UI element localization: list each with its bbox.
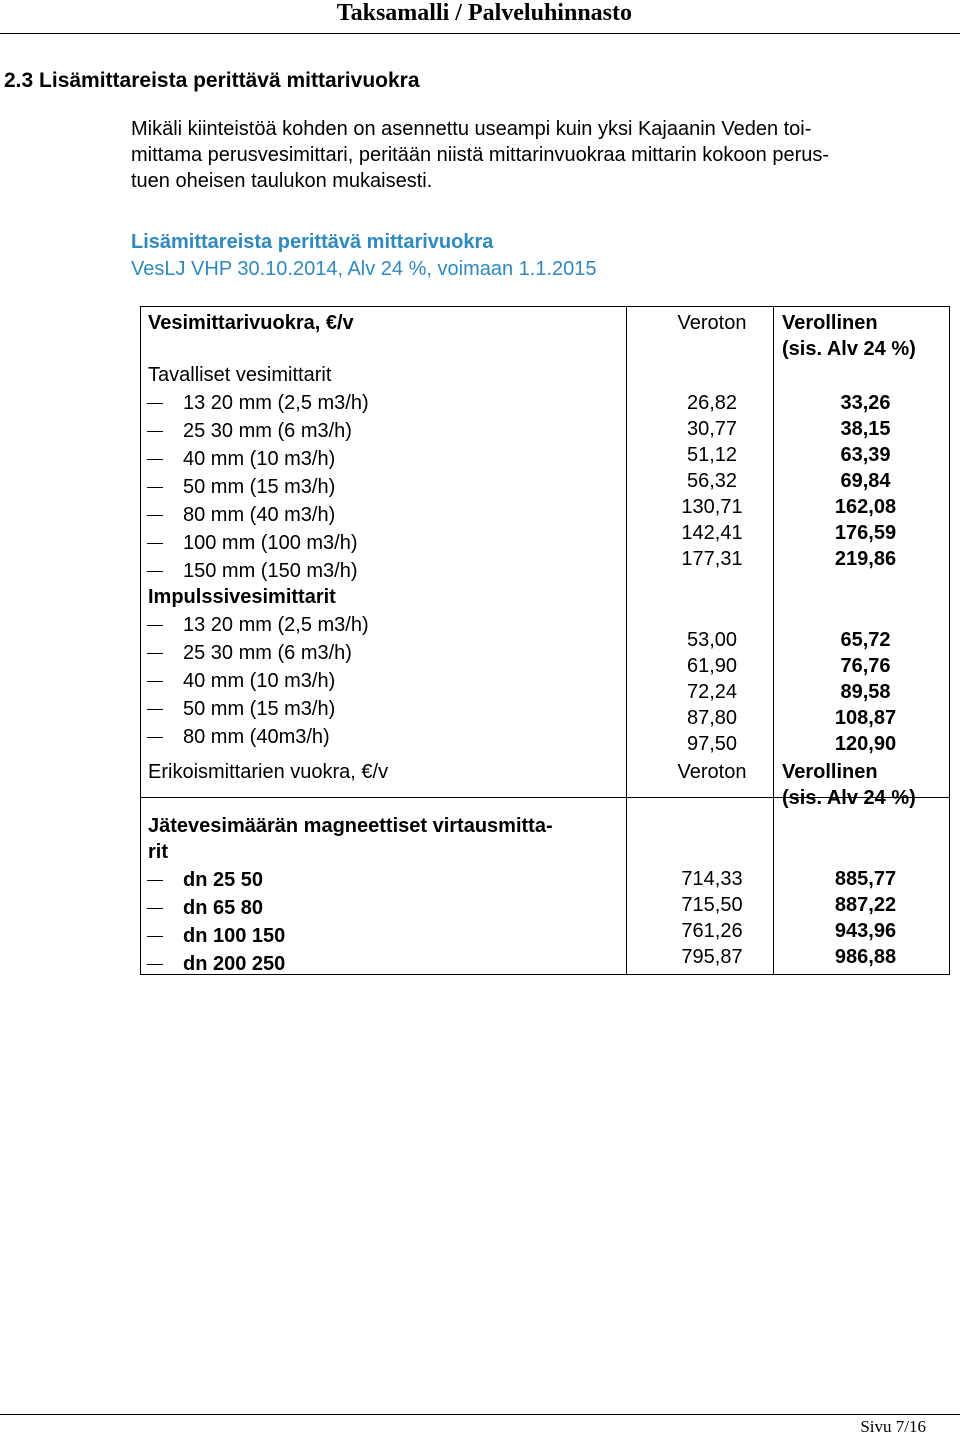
intro-line: Mikäli kiinteistöä kohden on asennettu useampi kuin yksi Kajaanin Veden toi-: [131, 118, 812, 140]
gross-price: 89,58: [840, 681, 891, 703]
row-label: 80 mm (40 m3/h): [183, 504, 336, 526]
gross-price: 885,77: [834, 868, 897, 890]
row-label: dn 25 50: [183, 869, 264, 891]
col-header-gross: Verollinen: [782, 761, 878, 783]
intro-line: mittama perusvesimittari, peritään niistä mittarinvuokraa mittarin kokoon perus-: [131, 144, 830, 166]
list-dash: [147, 908, 163, 909]
row-label: 13 20 mm (2,5 m3/h): [183, 392, 369, 414]
row-label: 25 30 mm (6 m3/h): [183, 642, 352, 664]
col-header-net: Veroton: [677, 312, 747, 334]
section-heading: 2.3 Lisämittareista perittävä mittarivuokra: [4, 69, 420, 92]
gross-price: 38,15: [840, 418, 891, 440]
page-header-title: Taksamalli / Palveluhinnasto: [336, 0, 632, 26]
row-label: 40 mm (10 m3/h): [183, 448, 336, 470]
section1-title: Vesimittarivuokra, €/v: [148, 312, 354, 334]
row-label: 40 mm (10 m3/h): [183, 670, 336, 692]
row-label: 100 mm (100 m3/h): [183, 532, 358, 554]
gross-price: 943,96: [834, 920, 897, 942]
net-price: 97,50: [686, 733, 738, 755]
table-caption-subtitle: VesLJ VHP 30.10.2014, Alv 24 %, voimaan 1.1.2015: [131, 258, 597, 280]
net-price: 714,33: [681, 868, 743, 890]
list-dash: [147, 681, 163, 682]
net-price: 761,26: [681, 920, 743, 942]
gross-price: 76,76: [840, 655, 891, 677]
group-title-regular: Tavalliset vesimittarit: [148, 364, 332, 386]
net-price: 53,00: [686, 629, 738, 651]
row-label: 80 mm (40m3/h): [183, 726, 330, 748]
net-price: 61,90: [686, 655, 738, 677]
intro-paragraph: [131, 116, 921, 194]
gross-price: 69,84: [840, 470, 891, 492]
list-dash: [147, 459, 163, 460]
net-price: 130,71: [681, 496, 743, 518]
row-label: 50 mm (15 m3/h): [183, 476, 336, 498]
list-dash: [147, 737, 163, 738]
row-label: 13 20 mm (2,5 m3/h): [183, 614, 369, 636]
group-title-impulse: Impulssivesimittarit: [148, 586, 336, 608]
row-label: 50 mm (15 m3/h): [183, 698, 336, 720]
net-price: 142,41: [681, 522, 743, 544]
group-title-magnetic: Jätevesimäärän magneettiset virtausmitta-: [148, 815, 553, 837]
net-price: 56,32: [686, 470, 738, 492]
gross-price: 65,72: [840, 629, 891, 651]
gross-price: 887,22: [834, 894, 897, 916]
net-price: 715,50: [681, 894, 743, 916]
gross-price: 33,26: [840, 392, 891, 414]
net-price: 87,80: [686, 707, 738, 729]
gross-price: 120,90: [834, 733, 897, 755]
list-dash: [147, 880, 163, 881]
rent-table: [140, 306, 950, 975]
net-price: 51,12: [686, 444, 738, 466]
net-price: 177,31: [681, 548, 743, 570]
intro-line: tuen oheisen taulukon mukaisesti.: [131, 170, 433, 192]
gross-price: 986,88: [834, 946, 897, 968]
list-dash: [147, 571, 163, 572]
row-label: dn 200 250: [183, 953, 286, 975]
list-dash: [147, 936, 163, 937]
list-dash: [147, 625, 163, 626]
footer-rule: [0, 1414, 960, 1415]
list-dash: [147, 431, 163, 432]
col-header-gross: Verollinen: [782, 312, 878, 334]
net-price: 30,77: [686, 418, 738, 440]
net-price: 72,24: [686, 681, 738, 703]
list-dash: [147, 403, 163, 404]
net-price: 795,87: [681, 946, 743, 968]
header-rule: [0, 33, 960, 34]
section2-title: Erikoismittarien vuokra, €/v: [148, 761, 389, 783]
group-title-magnetic-cont: rit: [148, 841, 168, 863]
table-caption-title: Lisämittareista perittävä mittarivuokra: [131, 231, 494, 253]
list-dash: [147, 543, 163, 544]
gross-price: 162,08: [834, 496, 897, 518]
net-price: 26,82: [686, 392, 738, 414]
list-dash: [147, 964, 163, 965]
row-label: dn 65 80: [183, 897, 264, 919]
col-header-gross-note: (sis. Alv 24 %): [782, 338, 916, 360]
list-dash: [147, 653, 163, 654]
gross-price: 63,39: [840, 444, 891, 466]
list-dash: [147, 487, 163, 488]
col-header-net: Veroton: [677, 761, 747, 783]
list-dash: [147, 515, 163, 516]
col-header-gross-note: (sis. Alv 24 %): [782, 787, 916, 809]
row-label: 150 mm (150 m3/h): [183, 560, 358, 582]
list-dash: [147, 709, 163, 710]
row-label: dn 100 150: [183, 925, 286, 947]
gross-price: 176,59: [834, 522, 897, 544]
gross-price: 219,86: [834, 548, 897, 570]
page-number: Sivu 7/16: [860, 1417, 926, 1436]
row-label: 25 30 mm (6 m3/h): [183, 420, 352, 442]
gross-price: 108,87: [834, 707, 897, 729]
